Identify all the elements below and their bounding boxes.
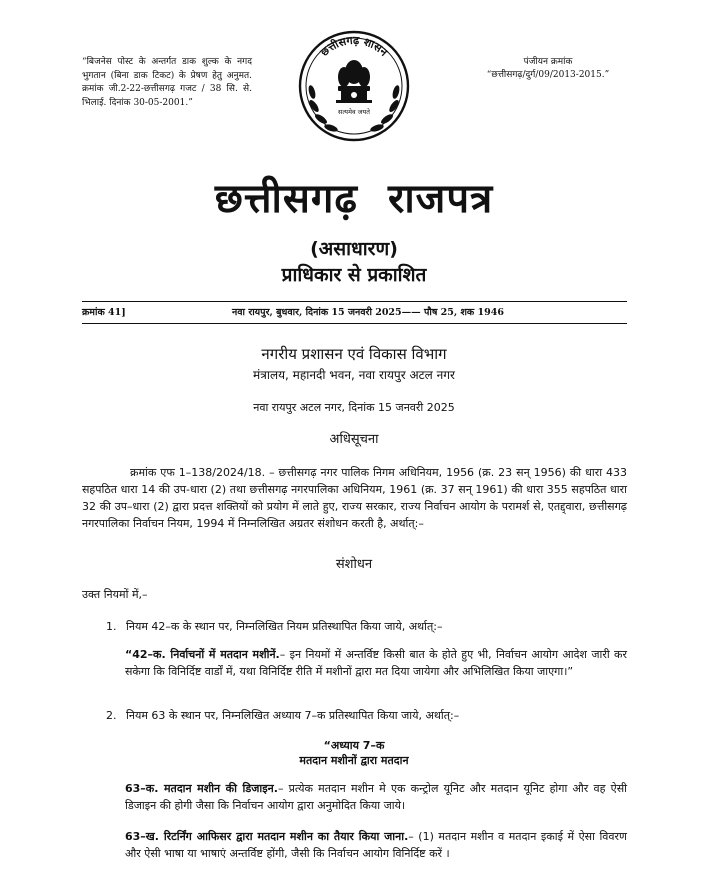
rule-63b-text [125,828,627,862]
chapter-title: “अध्याय 7–क [323,739,385,752]
rule-42a-body: – इन नियमों में अन्तर्विष्ट किसी बात के होते हुए भी, निर्वाचन आयोग आदेश जारी कर सकेगा कि विनिर्दिष्ट वार्डों में, यथा विनिर्दिष्ट रीति में मशीनों द्वारा मत दिया जायेगा और अभिलिखित किया जाएगा।” [125,648,627,678]
extraordinary-label: (असाधारण) [310,238,398,260]
masthead-word-1: छत्तीसगढ़ [214,176,358,222]
rule-63a-text [125,780,627,814]
item-1-number: 1. [106,620,117,633]
issue-date: नवा रायपुर, बुधवार, दिनांक 15 जनवरी 2025—— पौष 25, शक 1946 [232,307,504,318]
issue-number: क्रमांक 41] [82,307,126,318]
notification-heading: अधिसूचना [329,432,379,447]
authority-label: प्राधिकार से प्रकाशित [281,264,427,286]
department-address: मंत्रालय, महानदी भवन, नवा रायपुर अटल नगर [253,368,455,382]
state-emblem-icon [296,22,412,156]
rule-63b-title: 63–ख. रिटर्निंग आफिसर द्वारा मतदान मशीन का तैयार किया जाना. [125,830,409,843]
rule-42a-title: “42–क. निर्वाचनों में मतदान मशीनें. [125,648,280,661]
amendment-intro: उक्त नियमों में,– [82,588,148,601]
registration-block [468,56,628,82]
chapter-subtitle: मतदान मशीनों द्वारा मतदान [299,754,409,767]
rule-42a-text [125,646,627,680]
notification-date: नवा रायपुर अटल नगर, दिनांक 15 जनवरी 2025 [253,401,455,414]
item-2-number: 2. [106,709,117,722]
registration-label: पंजीयन क्रमांक [523,57,573,67]
registration-number: “छत्तीसगढ़/दुर्ग/09/2013-2015.” [486,70,610,80]
department-name: नगरीय प्रशासन एवं विकास विभाग [261,345,447,363]
rule-63a-body: – प्रत्येक मतदान मशीन मे एक कन्ट्रोल यूनिट और मतदान यूनिट होगा और वह ऐसी डिजाइन की होगी जैसा कि निर्वाचन आयोग द्वारा अनुमोदित किया जाये। [125,782,627,812]
postal-permit-note: “बिजनेस पोस्ट के अन्तर्गत डाक शुल्क के नगद भुगतान (बिना डाक टिकट) के प्रेषण हेतु अनुमत. क्रमांक जी.2-22-छत्तीसगढ़ गजट / 38 सि. से. भिलाई. दिनांक 30-05-2001.” [82,57,252,108]
rule-63a-title: 63–क. मतदान मशीन की डिजाइन. [125,782,278,795]
emblem-ring-text: छत्तीसगढ़ शासन [317,33,391,59]
emblem-motto: सत्यमेव जयते [338,108,370,116]
amendment-item-2 [106,707,627,724]
masthead-word-2: राजपत्र [387,176,494,222]
rule-63b-body: – (1) मतदान मशीन व मतदान इकाई में ऐसा विवरण और ऐसी भाषा या भाषाएं अन्तर्विष्ट होंगी, जैसी कि निर्वाचन आयोग विनिर्दिष्ट करें । [125,830,627,860]
item-2-text: नियम 63 के स्थान पर, निम्नलिखित अध्याय 7–क प्रतिस्थापित किया जाये, अर्थात्:– [126,709,460,722]
item-1-text: नियम 42–क के स्थान पर, निम्नलिखित नियम प्रतिस्थापित किया जाये, अर्थात्:– [126,620,443,633]
amendment-item-1 [106,618,627,635]
issue-rule-top [82,301,627,302]
amendment-heading: संशोधन [335,557,373,572]
gazette-masthead [0,175,708,223]
notification-preamble: क्रमांक एफ 1–138/2024/18. – छत्तीसगढ़ नगर पालिक निगम अधिनियम, 1956 (क्र. 23 सन् 1956) की धारा 433 सहपठित धारा 14 की उप-धारा (2) तथा छत्तीसगढ़ नगरपालिका अधिनियम, 1961 (क्र. 37 सन् 1961) की धारा 355 सहपठित धारा 32 की उप–धारा (2) द्वारा प्रदत्त शक्तियों को प्रयोग में लाते हुए, राज्य सरकार, राज्य निर्वाचन आयोग के परामर्श से, एतद्द्वारा, छत्तीसगढ़ नगरपालिका निर्वाचन नियम, 1994 में निम्नलिखित अग्रतर संशोधन करती है, अर्थात्:– [82,466,627,530]
issue-rule-bottom [82,323,627,324]
